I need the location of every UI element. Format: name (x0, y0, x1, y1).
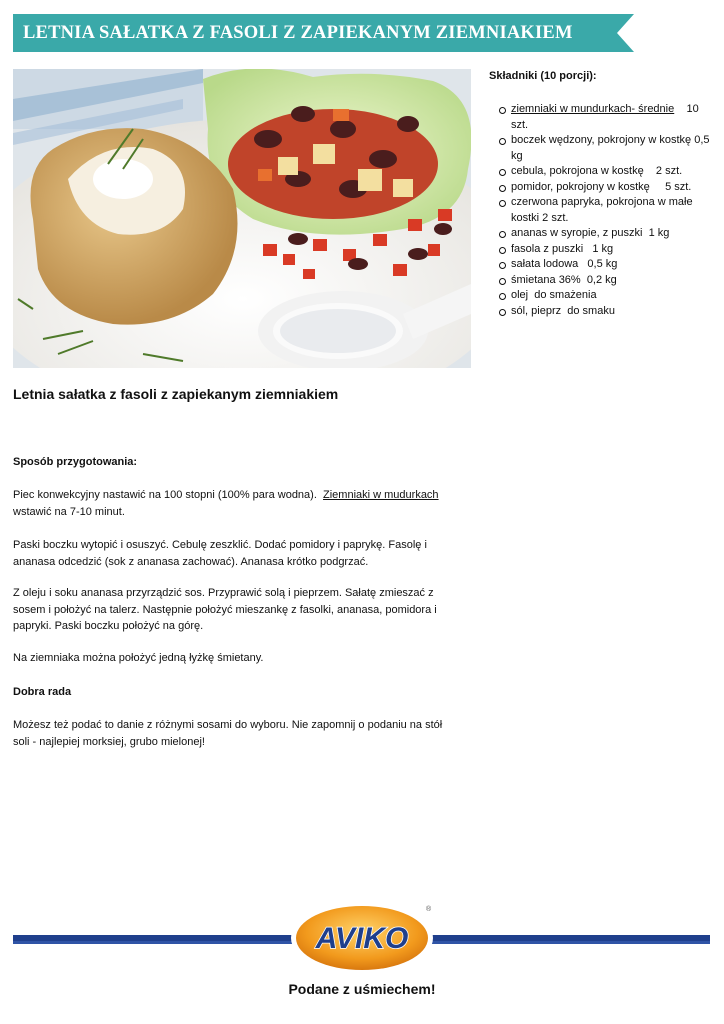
ingredients-list (489, 102, 711, 319)
list-item: sałata lodowa 0,5 kg (489, 257, 711, 273)
list-item (489, 102, 711, 133)
list-item: ananas w syropie, z puszki 1 kg (489, 226, 711, 242)
ingredients-title: Składniki (10 porcji): (489, 70, 597, 82)
page-title: LETNIA SAŁATKA Z FASOLI Z ZAPIEKANYM ZIEMNIAKIEM (23, 23, 573, 43)
title-banner (13, 14, 634, 52)
list-item: śmietana 36% 0,2 kg (489, 273, 711, 289)
paragraph-text: Piec konwekcyjny nastawić na 100 stopni (100% para wodna). (13, 489, 324, 501)
svg-text:®: ® (426, 906, 432, 913)
list-item: cebula, pokrojona w kostkę 2 szt. (489, 164, 711, 180)
list-item: fasola z puszki 1 kg (489, 242, 711, 258)
ingredient-link[interactable]: ziemniaki w mundurkach- średnie (511, 103, 675, 115)
method-paragraph-2: Paski boczku wytopić i osuszyć. Cebulę zeszklić. Dodać pomidory i paprykę. Fasolę i ananasa odcedzić (sok z ananasa zachować). Ananasa krótko podgrzać. (13, 539, 427, 568)
method-heading: Sposób przygotowania: (13, 456, 138, 468)
list-item: czerwona papryka, pokrojona w małe kostki 2 szt. (489, 195, 711, 226)
dish-photo (13, 69, 471, 368)
ingredients-panel (489, 70, 711, 319)
tip-paragraph: Możesz też podać to danie z różnymi sosami do wyboru. Nie zapomnij o podaniu na stół soli - najlepiej morksiej, grubo mielonej! (13, 719, 443, 748)
method-paragraph-3: Z oleju i soku ananasa przyrządzić sos. Przyprawić solą i pieprzem. Sałatę zmieszać z sosem i położyć na talerz. Następnie położyć mieszankę z fasolki, ananasa, pomidora i papryki. Paski boczku położyć na górę. (13, 587, 437, 632)
method-paragraph-4: Na ziemniaka można położyć jedną łyżkę śmietany. (13, 652, 264, 664)
potatoes-link[interactable]: Ziemniaki w mudurkach (323, 489, 439, 501)
aviko-logo (289, 897, 435, 975)
list-item: olej do smażenia (489, 288, 711, 304)
recipe-title: Letnia sałatka z fasoli z zapiekanym ziemniakiem (13, 386, 339, 402)
ingredient-amount: 10 szt. (511, 103, 702, 131)
tagline: Podane z uśmiechem! (288, 981, 436, 997)
list-item: boczek wędzony, pokrojony w kostkę 0,5 kg (489, 133, 711, 164)
list-item: pomidor, pokrojony w kostkę 5 szt. (489, 180, 711, 196)
method-paragraph-1 (13, 487, 458, 520)
paragraph-text: wstawić na 7-10 minut. (13, 505, 125, 518)
tip-heading: Dobra rada (13, 686, 72, 698)
svg-text:AVIKO: AVIKO (315, 922, 409, 955)
list-item: sól, pieprz do smaku (489, 304, 711, 320)
